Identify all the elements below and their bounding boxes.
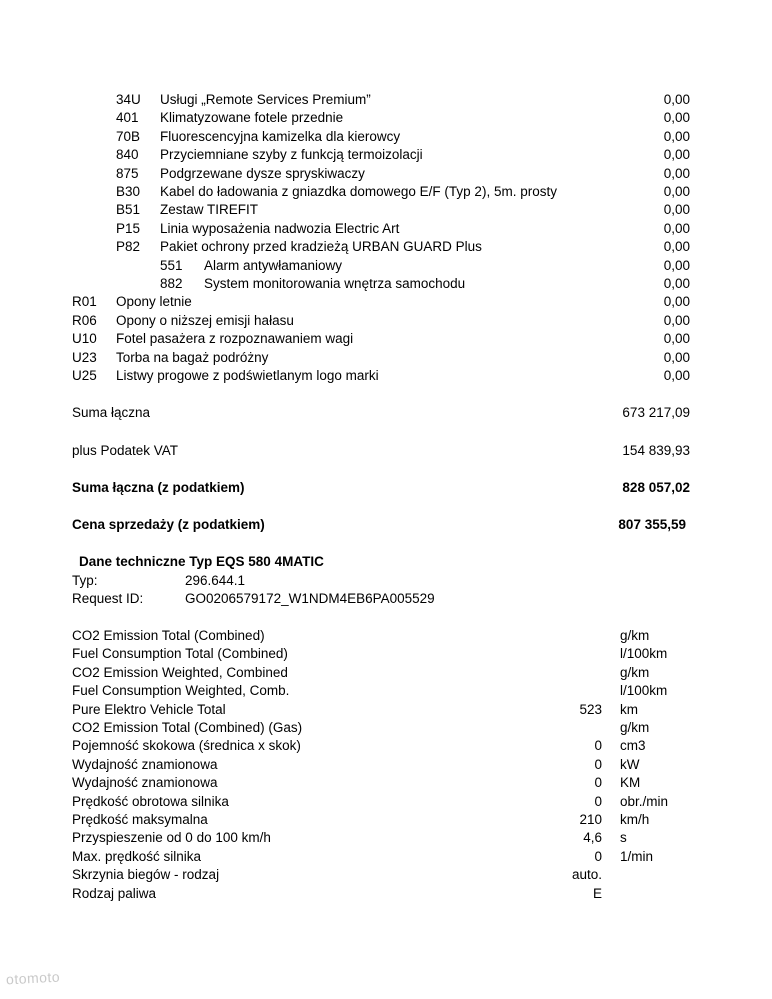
- spec-value: 0: [594, 738, 602, 753]
- spec-value: 0: [594, 849, 602, 864]
- spec-label: Fuel Consumption Total (Combined): [72, 646, 288, 661]
- spec-unit: obr./min: [620, 794, 669, 809]
- option-code: R06: [72, 313, 97, 328]
- type-value: 296.644.1: [185, 573, 246, 588]
- request-id-value: GO0206579172_W1NDM4EB6PA005529: [185, 591, 435, 606]
- option-code: 840: [116, 147, 139, 162]
- sum-label: Suma łączna: [72, 405, 151, 420]
- option-code: 401: [116, 110, 139, 125]
- option-price: 0,00: [663, 110, 690, 125]
- spec-label: Pojemność skokowa (średnica x skok): [72, 738, 301, 753]
- option-code: 34U: [116, 92, 141, 107]
- spec-unit: s: [620, 830, 627, 845]
- option-label: Przyciemniane szyby z funkcją termoizolacji: [160, 147, 423, 162]
- option-code: 882: [160, 276, 183, 291]
- spec-unit: km/h: [620, 812, 650, 827]
- option-label: Klimatyzowane fotele przednie: [160, 110, 344, 125]
- sum-value: 673 217,09: [622, 405, 690, 420]
- option-price: 0,00: [663, 350, 690, 365]
- spec-unit: kW: [620, 757, 640, 772]
- option-label: Kabel do ładowania z gniazdka domowego E/F (Typ 2), 5m. prosty: [160, 184, 557, 199]
- option-label: Alarm antywłamaniowy: [204, 258, 343, 273]
- spec-label: CO2 Emission Weighted, Combined: [72, 665, 288, 680]
- spec-label: Pure Elektro Vehicle Total: [72, 702, 226, 717]
- spec-value: 0: [594, 794, 602, 809]
- spec-label: Prędkość obrotowa silnika: [72, 794, 229, 809]
- option-label: Listwy progowe z podświetlanym logo marki: [116, 368, 379, 383]
- option-code: P82: [116, 239, 141, 254]
- spec-value: 4,6: [583, 830, 602, 845]
- sum-tax-label: Suma łączna (z podatkiem): [72, 480, 245, 495]
- option-label: Pakiet ochrony przed kradzieżą URBAN GUARD Plus: [160, 239, 482, 254]
- option-code: B30: [116, 184, 141, 199]
- spec-value: [502, 719, 602, 737]
- option-price: 0,00: [663, 331, 690, 346]
- spec-unit: KM: [620, 775, 641, 790]
- spec-value: auto.: [571, 867, 602, 882]
- request-id-label: Request ID:: [72, 591, 144, 606]
- spec-value: 210: [579, 812, 602, 827]
- option-code: U10: [72, 331, 97, 346]
- spec-label: CO2 Emission Total (Combined) (Gas): [72, 720, 303, 735]
- option-code: U23: [72, 350, 97, 365]
- option-price: 0,00: [663, 184, 690, 199]
- spec-label: Rodzaj paliwa: [72, 886, 157, 901]
- option-code: R01: [72, 294, 97, 309]
- option-label: Usługi „Remote Services Premium”: [160, 92, 371, 107]
- watermark: otomoto: [5, 968, 61, 988]
- spec-label: Wydajność znamionowa: [72, 757, 218, 772]
- option-price: 0,00: [663, 129, 690, 144]
- option-code: 551: [160, 258, 183, 273]
- spec-value: E: [592, 886, 602, 901]
- option-code: U25: [72, 368, 97, 383]
- spec-value: [502, 645, 602, 663]
- option-price: 0,00: [663, 166, 690, 181]
- vat-value: 154 839,93: [622, 443, 690, 458]
- spec-unit: cm3: [620, 738, 646, 753]
- spec-unit: l/100km: [620, 646, 668, 661]
- option-label: Fotel pasażera z rozpoznawaniem wagi: [116, 331, 354, 346]
- option-price: 0,00: [663, 202, 690, 217]
- spec-unit: 1/min: [620, 849, 654, 864]
- option-price: 0,00: [663, 294, 690, 309]
- spec-value: 0: [594, 757, 602, 772]
- spec-value: 0: [594, 775, 602, 790]
- option-price: 0,00: [663, 92, 690, 107]
- spec-label: Przyspieszenie od 0 do 100 km/h: [72, 830, 271, 845]
- spec-value: 523: [579, 702, 602, 717]
- option-code: 875: [116, 166, 139, 181]
- option-label: Zestaw TIREFIT: [160, 202, 259, 217]
- option-price: 0,00: [663, 276, 690, 291]
- spec-unit: g/km: [620, 665, 650, 680]
- option-label: Opony o niższej emisji hałasu: [116, 313, 294, 328]
- spec-unit: g/km: [620, 720, 650, 735]
- option-price: 0,00: [663, 258, 690, 273]
- option-price: 0,00: [663, 221, 690, 236]
- option-code: P15: [116, 221, 141, 236]
- price-value: 807 355,59: [618, 517, 686, 532]
- spec-value: [502, 627, 602, 645]
- spec-unit: km: [620, 702, 638, 717]
- option-price: 0,00: [663, 147, 690, 162]
- option-label: System monitorowania wnętrza samochodu: [204, 276, 466, 291]
- spec-label: Prędkość maksymalna: [72, 812, 208, 827]
- option-price: 0,00: [663, 368, 690, 383]
- spec-label: Max. prędkość silnika: [72, 849, 202, 864]
- spec-label: Wydajność znamionowa: [72, 775, 218, 790]
- type-label: Typ:: [72, 573, 98, 588]
- option-code: B51: [116, 202, 141, 217]
- option-code: 70B: [116, 129, 141, 144]
- spec-value: [502, 664, 602, 682]
- option-label: Linia wyposażenia nadwozia Electric Art: [160, 221, 400, 236]
- vat-label: plus Podatek VAT: [72, 443, 179, 458]
- option-label: Fluorescencyjna kamizelka dla kierowcy: [160, 129, 401, 144]
- spec-value: [502, 682, 602, 700]
- tech-heading: Dane techniczne Typ EQS 580 4MATIC: [79, 554, 324, 569]
- sum-tax-value: 828 057,02: [622, 480, 690, 495]
- spec-label: CO2 Emission Total (Combined): [72, 628, 265, 643]
- option-price: 0,00: [663, 239, 690, 254]
- option-price: 0,00: [663, 313, 690, 328]
- spec-label: Skrzynia biegów - rodzaj: [72, 867, 220, 882]
- option-label: Podgrzewane dysze spryskiwaczy: [160, 166, 365, 181]
- spec-unit: l/100km: [620, 683, 668, 698]
- price-label: Cena sprzedaży (z podatkiem): [72, 517, 265, 532]
- option-label: Opony letnie: [116, 294, 192, 309]
- option-label: Torba na bagaż podróżny: [116, 350, 269, 365]
- spec-unit: g/km: [620, 628, 650, 643]
- spec-label: Fuel Consumption Weighted, Comb.: [72, 683, 290, 698]
